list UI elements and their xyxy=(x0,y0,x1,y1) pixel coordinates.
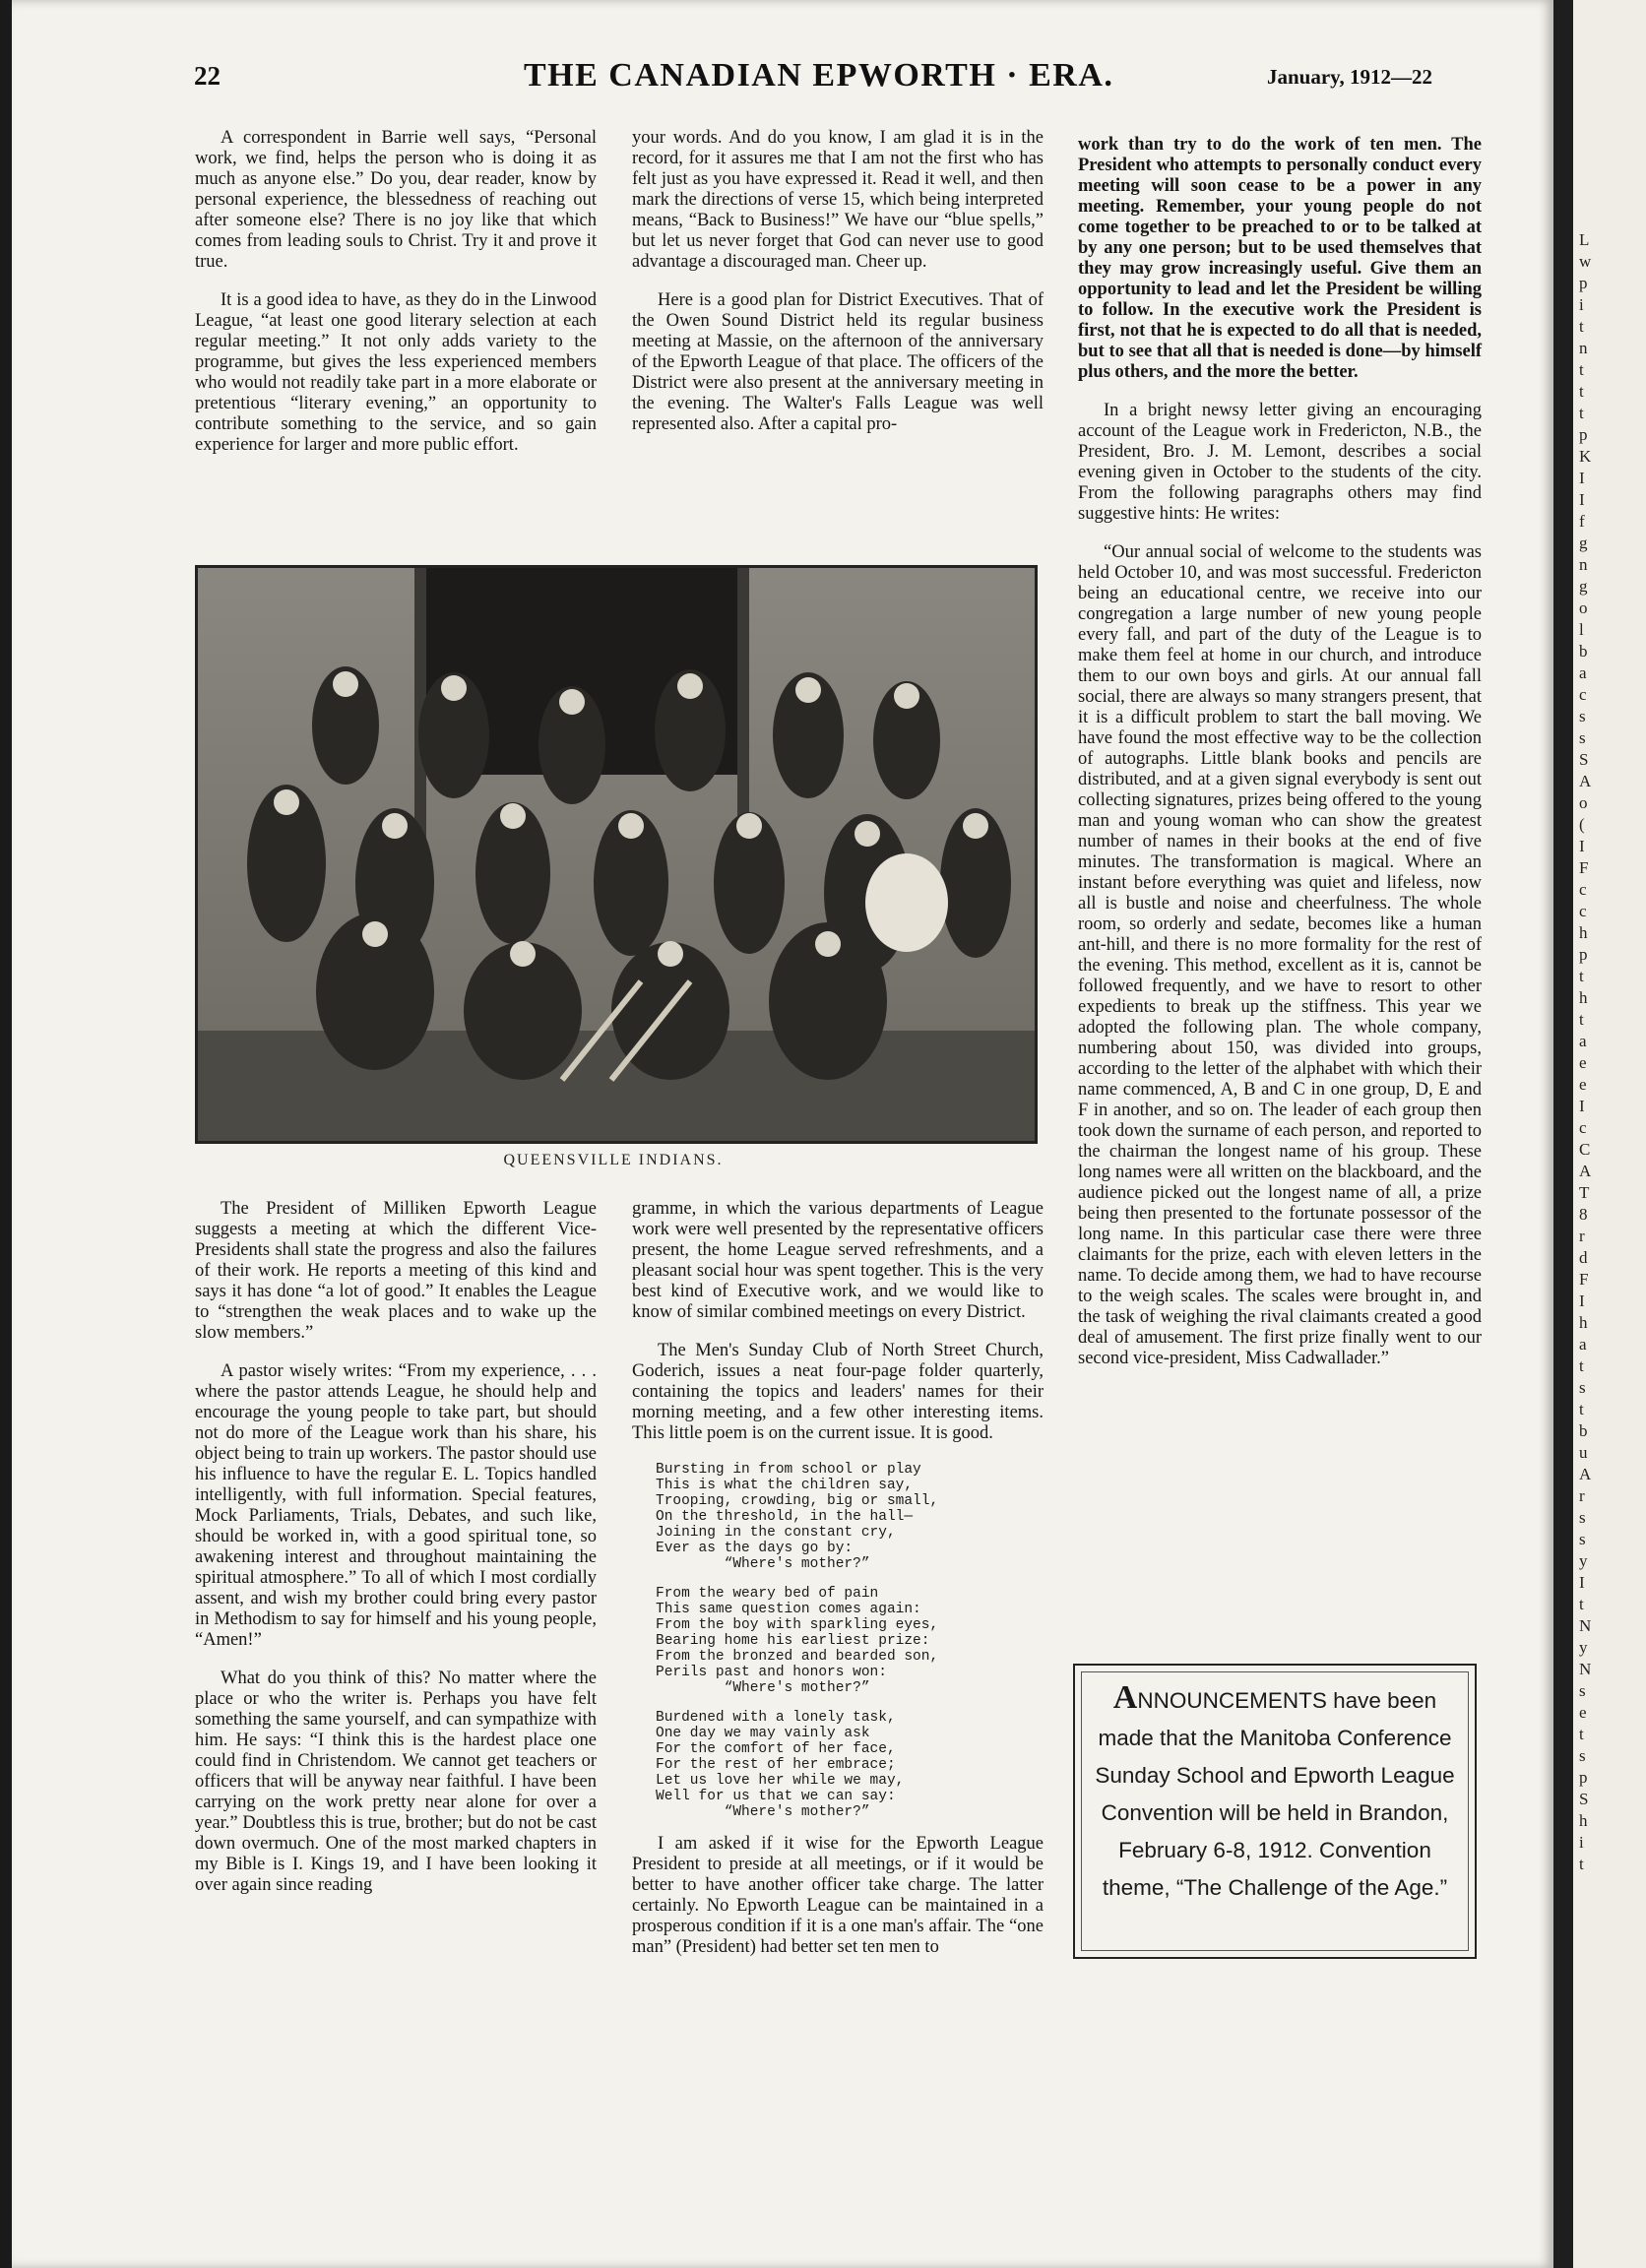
adjacent-page-letter: a xyxy=(1579,1335,1587,1354)
adjacent-page-letter: l xyxy=(1579,620,1584,639)
adjacent-page-letter: c xyxy=(1579,685,1587,704)
adjacent-page-letter: N xyxy=(1579,1660,1592,1678)
adjacent-page-letter: w xyxy=(1579,252,1592,271)
paragraph: gramme, in which the various departments of League work were well presented by the representative officers present, the home League served refreshments, and a pleasant social hour was spent together. This is the very best kind of Executive work, and we would like to know of similar combined meetings on every District. xyxy=(632,1199,1044,1322)
column-3 xyxy=(1078,135,1482,1387)
adjacent-page-letter: n xyxy=(1579,339,1588,357)
group-photograph xyxy=(195,565,1038,1144)
page-header xyxy=(12,57,1553,100)
adjacent-page-letter: I xyxy=(1579,469,1585,487)
adjacent-page-letter: t xyxy=(1579,382,1584,401)
adjacent-page-letter: c xyxy=(1579,1118,1587,1137)
adjacent-page-letter: h xyxy=(1579,1811,1588,1830)
paragraph: The Men's Sunday Club of North Street Church, Goderich, issues a neat four-page folder quarterly, containing the topics and leaders' names for their morning meeting, and a few other interesting items. This little poem is on the current issue. It is good. xyxy=(632,1341,1044,1443)
paragraph: A correspondent in Barrie well says, “Personal work, we find, helps the person who is doing it as much as anyone else.” Do you, dear reader, know by personal experience, the blessedness of reaching out after someone else? There is no joy like that which comes from leading souls to Christ. Try it and prove it true. xyxy=(195,128,597,272)
journal-title: THE CANADIAN EPWORTH · ERA. xyxy=(524,57,1114,94)
photo-caption: QUEENSVILLE INDIANS. xyxy=(503,1152,724,1168)
adjacent-page-letter: s xyxy=(1579,1746,1586,1765)
adjacent-page-letter: K xyxy=(1579,447,1592,466)
adjacent-page-letter: t xyxy=(1579,1356,1584,1375)
adjacent-page-letter: F xyxy=(1579,858,1589,877)
adjacent-page-letter: I xyxy=(1579,837,1585,855)
adjacent-page-letter: L xyxy=(1579,230,1590,249)
adjacent-page-letter: d xyxy=(1579,1248,1588,1267)
adjacent-page-letter: f xyxy=(1579,512,1585,531)
adjacent-page-letter: I xyxy=(1579,1573,1585,1592)
adjacent-page-letter: t xyxy=(1579,967,1584,985)
announcement-text xyxy=(1093,1679,1457,1907)
paragraph: The President of Milliken Epworth League suggests a meeting at which the different Vice-Presidents shall state the progress and also the failures of their work. He reports a meeting of this kind and says it has done “a lot of good.” It enables the League to “strengthen the weak places and to wake up the slow members.” xyxy=(195,1199,597,1343)
adjacent-page-letter: t xyxy=(1579,404,1584,422)
adjacent-page-letter: A xyxy=(1579,772,1592,790)
paragraph: I am asked if it wise for the Epworth League President to preside at all meetings, or if it would be better to have another officer take charge. The latter certainly. No Epworth League can be maintained in a prosperous condition if it is a one man's affair. The “one man” (President) had better set ten men to xyxy=(632,1834,1044,1957)
adjacent-page-letter: c xyxy=(1579,902,1587,920)
paragraph: What do you think of this? No matter where the place or who the writer is. Perhaps you have felt something the same yourself, and can sympathize with him. He says: “I think this is the hardest place one could find in Christendom. We cannot get teachers or officers that will be anyway near faithful. I have been carrying on the work pretty near alone for over a year.” Doubtless this is true, brother; but do not be cast down overmuch. One of the most marked chapters in my Bible is I. Kings 19, and I have been looking it over again since reading xyxy=(195,1669,597,1895)
adjacent-page-letter: u xyxy=(1579,1443,1588,1462)
drop-cap: A xyxy=(1112,1679,1138,1716)
photograph-image xyxy=(198,568,1035,1141)
paragraph: A pastor wisely writes: “From my experience, . . . where the pastor attends League, he should help and encourage the young people to take part, but should not do more of the League work than his share, his object being to train up workers. The pastor should use his influence to have the regular E. L. Topics handled intelligently, with full information. Special features, Mock Parliaments, Trials, Debates, and such like, should be worked in, with a good spiritual tone, so awakening interest and throughout maintaining the spiritual atmosphere.” To all of which I most cordially assent, and wish my brother could bring every pastor in Methodism to say for himself and his young people, “Amen!” xyxy=(195,1361,597,1650)
adjacent-page-letter: h xyxy=(1579,988,1588,1007)
adjacent-page-letter: I xyxy=(1579,1097,1585,1115)
adjacent-page-letter: o xyxy=(1579,793,1588,812)
adjacent-page-letter: 8 xyxy=(1579,1205,1588,1224)
adjacent-page-letter: I xyxy=(1579,1292,1585,1310)
adjacent-page-letter: p xyxy=(1579,425,1588,444)
adjacent-page-letter: b xyxy=(1579,1421,1588,1440)
adjacent-page-letter: e xyxy=(1579,1075,1587,1094)
adjacent-page-letter: A xyxy=(1579,1162,1592,1180)
adjacent-page-fragment xyxy=(1573,0,1646,2268)
page-gutter xyxy=(1553,0,1573,2268)
paragraph: In a bright newsy letter giving an encouraging account of the League work in Fredericton, N.B., the President, Bro. J. M. Lemont, describes a social evening given in October to the students of the city. From the following paragraphs others may find suggestive hints: He writes: xyxy=(1078,401,1482,524)
adjacent-page-letter: s xyxy=(1579,728,1586,747)
adjacent-page-letter: e xyxy=(1579,1053,1587,1072)
page-number: 22 xyxy=(194,61,221,91)
adjacent-page-letter: A xyxy=(1579,1465,1592,1483)
adjacent-page-letter: a xyxy=(1579,1032,1587,1050)
paragraph: “Our annual social of welcome to the students was held October 10, and was most successful. Fredericton being an educational centre, we receive into our congregation a large number of new young people every fall, and part of the duty of the League is to make them feel at home in our church, and introduce them to our own boys and girls. At our annual fall social, there are always so many strangers present, that it is a difficult problem to start the ball moving. We have found the most effective way to be the collection of autographs. Little blank books and pencils are distributed, and at a given signal everybody is sent out collecting signatures, prizes being offered to the young man and young woman who can show the greatest number of names in their books at the end of five minutes. The transformation is magical. Where an instant before everything was quiet and lifeless, now all is bustle and noise and cheerfulness. The whole room, so orderly and sedate, becomes like a human ant-hill, and there is no more formality for the rest of the evening. This method, excellent as it is, cannot be followed frequently, and we have to resort to other expedients to break up the stiffness. This year we adopted the following plan. The whole company, numbering about 150, was divided into groups, according to the letter of the alphabet with which their name commenced, A, B and C in one group, D, E and F in another, and so on. The leader of each group then took down the surname of each person, and reported to the chairman the longest name of his group. These long names were all written on the blackboard, and the audience picked out the longest name of all, a prize being then presented to the fortunate possessor of the long name. In this particular case there were three claimants for the prize, each with eleven letters in the name. To decide among them, we had to have recourse to the weigh scales. The scales were brought in, and the task of weighing the rival claimants created a good deal of amusement. The first prize finally went to our second vice-president, Miss Cadwallader.” xyxy=(1078,542,1482,1368)
adjacent-page-letter: s xyxy=(1579,1508,1586,1527)
paragraph: Here is a good plan for District Executives. That of the Owen Sound District held its regular business meeting at Massie, on the afternoon of the anniversary of the Epworth League of that place. The officers of the District were also present at the anniversary meeting in the evening. The Walter's Falls League was well represented also. After a capital pro- xyxy=(632,290,1044,434)
paragraph: work than try to do the work of ten men. The President who attempts to personally conduct every meeting will soon cease to be a power in any meeting. Remember, your young people do not come together to be preached to or to be talked at by any one person; but to be used themselves that they may grow increasingly useful. Give them an opportunity to lead and let the President be willing to follow. In the executive work the President is first, not that he is expected to do all that is needed, but to see that all that is needed is done—by himself plus others, and the more the better. xyxy=(1078,135,1482,382)
adjacent-page-letter: i xyxy=(1579,295,1584,314)
adjacent-page-letter: t xyxy=(1579,1855,1584,1873)
poem-stanza: Burdened with a lonely task, One day we may vainly ask For the comfort of her face, For the rest of her embrace; Let us love her while we may, Well for us that we can say: “Where's mother?” xyxy=(656,1710,905,1820)
adjacent-page-letter: r xyxy=(1579,1486,1585,1505)
adjacent-page-letter: p xyxy=(1579,1768,1588,1787)
adjacent-page-letter: t xyxy=(1579,317,1584,336)
adjacent-page-letter: g xyxy=(1579,577,1588,596)
adjacent-page-letter: t xyxy=(1579,1400,1584,1418)
adjacent-page-letter: S xyxy=(1579,750,1589,769)
adjacent-page-letter: h xyxy=(1579,1313,1588,1332)
adjacent-page-letter: s xyxy=(1579,1378,1586,1397)
adjacent-page-letter: b xyxy=(1579,642,1588,661)
adjacent-page-letter: t xyxy=(1579,1010,1584,1029)
adjacent-page-letter: y xyxy=(1579,1551,1588,1570)
scan-border-left xyxy=(0,0,12,2268)
column-1-top xyxy=(195,128,597,473)
adjacent-page-letter: i xyxy=(1579,1833,1584,1852)
adjacent-page-letter: I xyxy=(1579,490,1585,509)
poem-stanza: Bursting in from school or play This is what the children say, Trooping, crowding, big or small, On the threshold, in the hall— Joining in the constant cry, Ever as the days go by: “Where's mother?” xyxy=(656,1462,939,1572)
adjacent-page-letter: e xyxy=(1579,1703,1587,1722)
column-2-top xyxy=(632,128,1044,453)
adjacent-page-letter: t xyxy=(1579,1595,1584,1613)
adjacent-page-letter: T xyxy=(1579,1183,1590,1202)
adjacent-page-letter: N xyxy=(1579,1616,1592,1635)
adjacent-page-letter: ( xyxy=(1579,815,1585,834)
adjacent-page-letter: h xyxy=(1579,923,1588,942)
adjacent-page-letter: g xyxy=(1579,534,1588,552)
page xyxy=(12,0,1553,2268)
adjacent-page-letter: a xyxy=(1579,663,1587,682)
adjacent-page-letter: c xyxy=(1579,880,1587,899)
issue-date: January, 1912—22 xyxy=(1267,65,1433,89)
adjacent-page-letter: r xyxy=(1579,1227,1585,1245)
adjacent-page-letter: y xyxy=(1579,1638,1588,1657)
adjacent-page-letter: F xyxy=(1579,1270,1589,1289)
announcement-body: NNOUNCEMENTS have been made that the Manitoba Conference Sunday School and Epworth League Convention will be held in Brandon, February 6-8, 1912. Convention theme, “The Challenge of the Age.” xyxy=(1095,1688,1455,1900)
adjacent-page-letter: s xyxy=(1579,1530,1586,1548)
column-2-bottom xyxy=(632,1199,1044,1976)
paragraph: your words. And do you know, I am glad it is in the record, for it assures me that I am not the first who has felt just as you have expressed it. Read it well, and then mark the directions of verse 15, which being interpreted means, “Back to Business!” We have our “blue spells,” but let us never forget that God can never use to good advantage a discouraged man. Cheer up. xyxy=(632,128,1044,272)
adjacent-page-letter: p xyxy=(1579,945,1588,964)
adjacent-page-letter: s xyxy=(1579,1681,1586,1700)
adjacent-page-letter: t xyxy=(1579,1725,1584,1743)
adjacent-page-letter: s xyxy=(1579,707,1586,725)
paragraph: It is a good idea to have, as they do in the Linwood League, “at least one good literary selection at each regular meeting.” It not only adds variety to the programme, but gives the less experienced members who would not readily take part in a more elaborate or pretentious “literary evening,” an opportunity to contribute something to the service, and so gain experience for larger and more public effort. xyxy=(195,290,597,455)
adjacent-page-letter: p xyxy=(1579,274,1588,292)
adjacent-page-letter: C xyxy=(1579,1140,1591,1159)
poem-stanza: From the weary bed of pain This same question comes again: From the boy with sparkling eyes, Bearing home his earliest prize: From the bronzed and bearded son, Perils past and honors won: “Where's mother?” xyxy=(656,1586,939,1696)
adjacent-page-letter: t xyxy=(1579,360,1584,379)
announcement-box xyxy=(1073,1664,1477,1959)
adjacent-page-letter: S xyxy=(1579,1790,1589,1808)
adjacent-page-letter: o xyxy=(1579,598,1588,617)
column-1-bottom xyxy=(195,1199,597,1914)
adjacent-page-letter: n xyxy=(1579,555,1588,574)
